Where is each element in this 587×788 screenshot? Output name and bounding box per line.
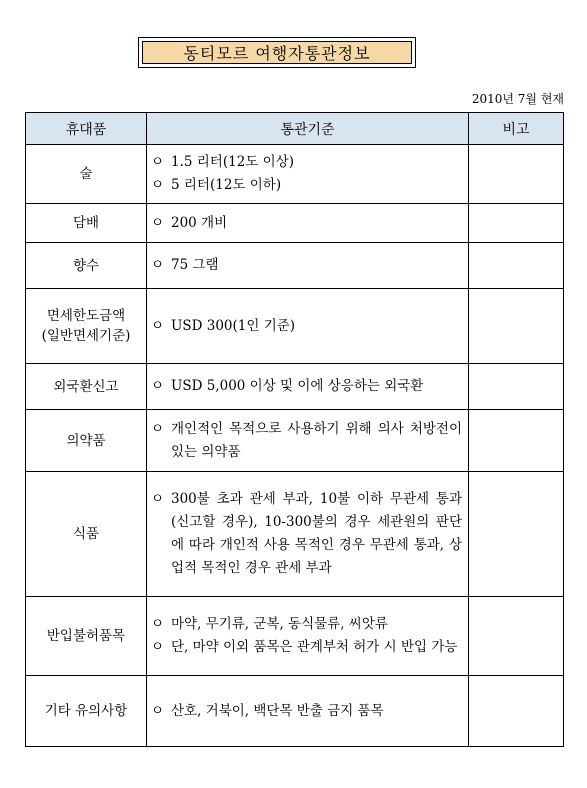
bullet-icon: ㅇ xyxy=(151,154,165,170)
bullet-icon: ㅇ xyxy=(151,214,165,231)
bullet-icon: ㅇ xyxy=(151,317,165,334)
criteria-text: 300불 초과 관세 부과, 10불 이하 무관세 통과(신고할 경우), 10-300불의 경우 세관원의 판단에 따라 개인적 사용 목적인 경우 무관세 통과, 상업적 목적인 경우 관세 부과 xyxy=(171,491,462,576)
criteria-line xyxy=(151,151,462,174)
bullet-icon: ㅇ xyxy=(151,702,165,719)
table-row xyxy=(26,243,564,289)
page-title: 동티모르 여행자통관정보 xyxy=(142,41,412,64)
row-note xyxy=(469,410,564,472)
criteria-text: 1.5 리터(12도 이상) xyxy=(171,154,294,170)
criteria-text: USD 5,000 이상 및 이에 상응하는 외국환 xyxy=(171,378,424,394)
table-row xyxy=(26,410,564,472)
table-row xyxy=(26,472,564,597)
criteria-text: 단, 마약 이외 품목은 관계부처 허가 시 반입 가능 xyxy=(171,639,458,655)
criteria-line xyxy=(151,488,462,580)
title-box xyxy=(138,37,416,68)
bullet-icon: ㅇ xyxy=(151,177,165,193)
criteria-line xyxy=(151,375,462,398)
criteria-line xyxy=(151,254,462,277)
bullet-icon: ㅇ xyxy=(151,491,165,507)
criteria-text: 마약, 무기류, 군복, 동식물류, 씨앗류 xyxy=(171,616,388,632)
row-note xyxy=(469,472,564,597)
bullet-icon: ㅇ xyxy=(151,378,165,394)
row-item: 식품 xyxy=(26,472,147,597)
table-row xyxy=(26,676,564,747)
table-row xyxy=(26,364,564,410)
customs-table xyxy=(25,112,564,747)
row-note xyxy=(469,676,564,747)
row-item: 기타 유의사항 xyxy=(26,676,147,747)
criteria-text: 75 그램 xyxy=(171,257,219,273)
row-item: 의약품 xyxy=(26,410,147,472)
criteria-line xyxy=(151,613,462,636)
criteria-text: 5 리터(12도 이하) xyxy=(171,177,282,193)
row-criteria xyxy=(147,145,469,204)
criteria-text: 개인적인 목적으로 사용하기 위해 의사 처방전이 있는 의약품 xyxy=(171,420,462,460)
row-item: 면세한도금액 (일반면세기준) xyxy=(26,289,147,364)
row-item: 향수 xyxy=(26,243,147,289)
criteria-line xyxy=(151,700,462,723)
criteria-text: 200 개비 xyxy=(171,214,228,231)
table-row xyxy=(26,145,564,204)
criteria-text: USD 300(1인 기준) xyxy=(171,317,296,334)
table-row xyxy=(26,289,564,364)
row-criteria xyxy=(147,472,469,597)
table-row xyxy=(26,597,564,676)
criteria-text: 산호, 거북이, 백단목 반출 금지 품목 xyxy=(171,702,384,719)
table-row xyxy=(26,204,564,243)
row-criteria xyxy=(147,243,469,289)
row-criteria xyxy=(147,204,469,243)
row-item: 담배 xyxy=(26,204,147,243)
row-criteria xyxy=(147,597,469,676)
header-note: 비고 xyxy=(469,113,564,145)
criteria-line xyxy=(151,418,462,464)
row-note xyxy=(469,289,564,364)
header-row xyxy=(26,113,564,145)
row-criteria xyxy=(147,364,469,410)
criteria-line xyxy=(151,636,462,659)
row-item: 반입불허품목 xyxy=(26,597,147,676)
row-item: 외국환신고 xyxy=(26,364,147,410)
row-note xyxy=(469,364,564,410)
row-criteria xyxy=(147,410,469,472)
bullet-icon: ㅇ xyxy=(151,420,165,437)
row-note xyxy=(469,597,564,676)
row-criteria xyxy=(147,676,469,747)
row-note xyxy=(469,243,564,289)
bullet-icon: ㅇ xyxy=(151,257,165,273)
date-label: 2010년 7월 현재 xyxy=(471,92,564,106)
bullet-icon: ㅇ xyxy=(151,639,165,655)
bullet-icon: ㅇ xyxy=(151,616,165,632)
row-criteria xyxy=(147,289,469,364)
row-item: 술 xyxy=(26,145,147,204)
criteria-line xyxy=(151,174,462,197)
criteria-line xyxy=(151,212,462,235)
header-item: 휴대품 xyxy=(26,113,147,145)
row-note xyxy=(469,204,564,243)
header-criteria: 통관기준 xyxy=(147,113,469,145)
row-note xyxy=(469,145,564,204)
criteria-line xyxy=(151,315,462,338)
